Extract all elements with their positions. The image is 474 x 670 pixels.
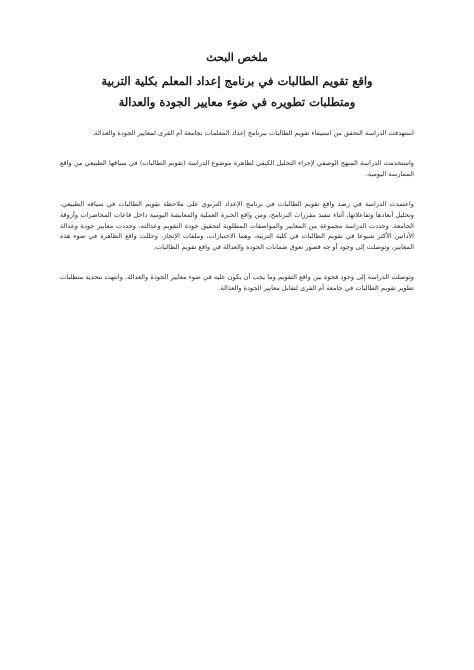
paragraph-objective: استهدفت الدراسة التحقق من استيفاء تقويم الطالبات ببرنامج إعداد المعلمات بجامعة أم القرى لمعايير الجودة والعدالة. — [92, 129, 414, 137]
title-line-1: واقع تقويم الطالبات في برنامج إعداد المعلم بكلية التربية — [101, 74, 373, 88]
abstract-label: ملخص البحث — [206, 51, 268, 64]
paragraph-conclusion: وتوصلت الدراسة إلى وجود فجوة بين واقع التقويم وما يجب أن يكون عليه في ضوء معايير الجودة والعدالة. وانتهت بتحديد متطلبات تطوير تقويم الطالبات في جامعة أم القرى لتقابل معايير الجودة والعدالة. — [60, 273, 414, 293]
title-line-2: ومتطلبات تطويره في ضوء معايير الجودة والعدالة — [118, 95, 356, 109]
paragraph-method: واستخدمت الدراسة المنهج الوصفي لإجراء التحليل الكيفي لظاهرة موضوع الدراسة (تقويم الطالبات) في سياقها الطبيعي من واقع الممارسة اليومية. — [60, 158, 414, 178]
paragraph-procedure: واعتمدت الدراسة في رصد واقع تقويم الطالبات في برنامج الإعداد التربوي على ملاحظة تقويم الطالبات في سياقه الطبيعي، وتحليل أبعادها وتفاعلاتها، أثناء تنفيذ مقررات البرنامج، ومن واقع الخبرة العملية والمعايشة اليومية داخل قاعات المحاضرات وأروقة الجامعة. وحددت الدراسة مجموعة من المعايير والمواصفات المطلوبة لتحقيق جودة التقويم وعدالته، وحددت معايير جودة وعدالة الأداتين الأكثر شيوعا في تقويم الطالبات في كلية التربية، وهما الاختبارات، وملفات الإنجاز، وحللت واقع الظاهرة في ضوء هذه المعايير، وتوصلت إلى وجود أو جه قصور تعوق ضمانات الجودة والعدالة في واقع تقويم الطالبات. — [60, 199, 414, 252]
abstract-body — [60, 128, 414, 313]
